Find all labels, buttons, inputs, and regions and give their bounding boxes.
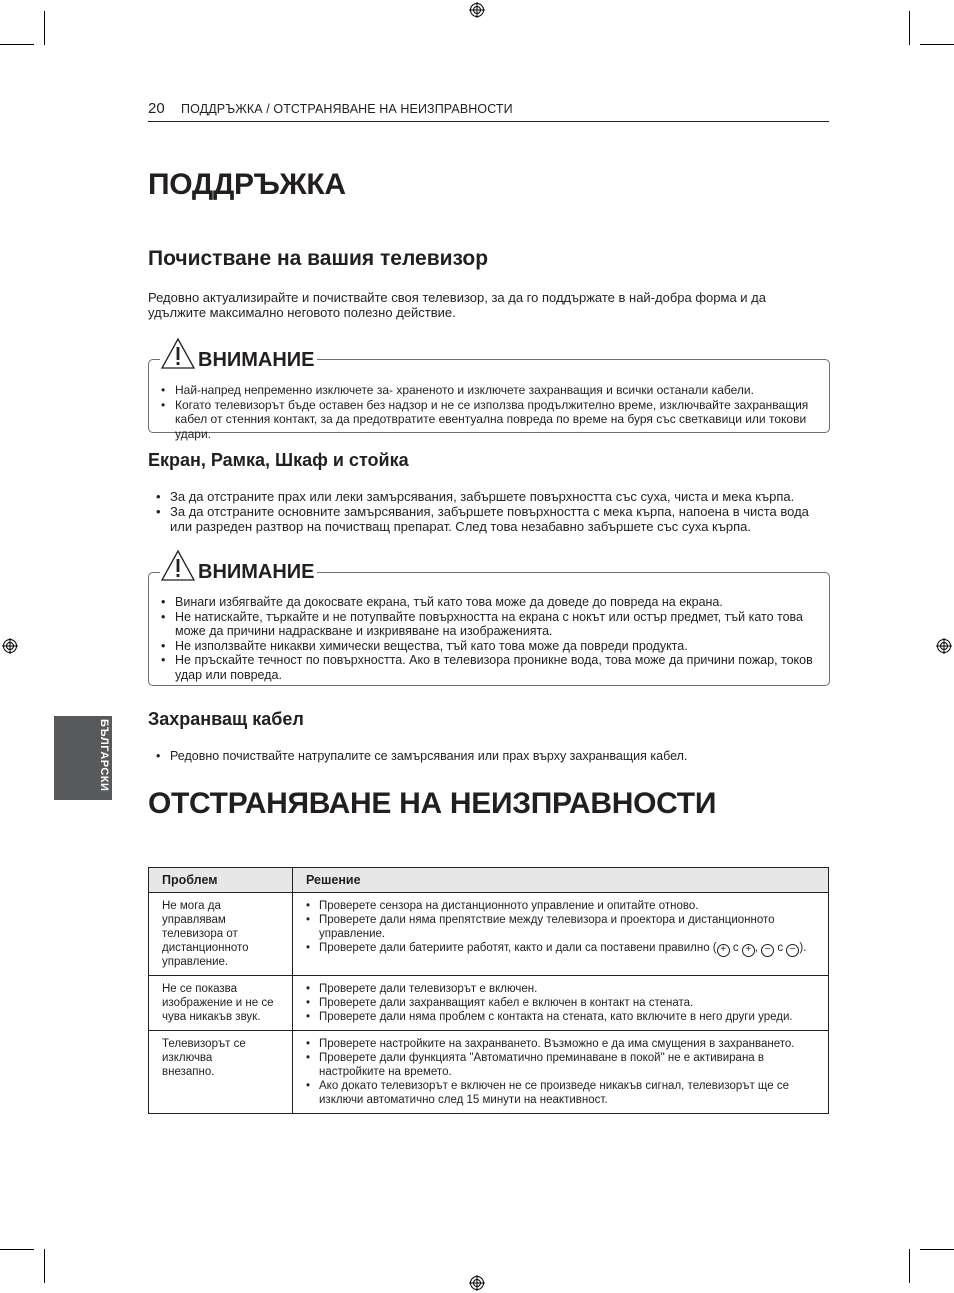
warning-triangle-icon (160, 337, 196, 370)
running-header: ПОДДРЪЖКА / ОТСТРАНЯВАНЕ НА НЕИЗПРАВНОСТИ (181, 102, 513, 116)
list-item: • Проверете дали функцията "Автоматично преминаване в покой" не е активирана в настройките на времето. (306, 1051, 820, 1079)
list-item: • Проверете сензора на дистанционното управление и опитайте отново. (306, 899, 820, 913)
list-item: • Ако докато телевизорът е включен не се произведе никакъв сигнал, телевизорът ще се изключи автоматично след 15 минути на неактивност. (306, 1079, 820, 1107)
crop-mark (909, 11, 910, 45)
list-item: • Винаги избягвайте да докосвате екрана, тъй като това може да доведе до повреда на екрана. (161, 595, 821, 610)
crop-mark (44, 1249, 45, 1283)
registration-mark-icon (936, 638, 952, 654)
table-header-row (149, 868, 829, 893)
list-item: • За да отстраните основните замърсявания, забършете повърхността с мека кърпа, напоена в чиста вода или разреден разтвор на почистващ препарат. След това незабавно забършете със суха кърпа. (156, 504, 832, 534)
language-tab (54, 716, 112, 800)
problem-cell (149, 893, 293, 976)
registration-mark-icon (469, 2, 485, 18)
registration-mark-icon (2, 638, 18, 654)
list-item: • Проверете дали захранващият кабел е включен в контакт на стената. (306, 996, 820, 1010)
list-item: • Проверете дали няма проблем с контакта на стената, като включите в него други уреди. (306, 1010, 820, 1024)
column-header-solution: Решение (293, 868, 829, 893)
polarity-connector: с (729, 942, 742, 954)
polarity-end: ). (799, 942, 807, 954)
caution-list (161, 595, 821, 682)
solution-list (306, 899, 820, 957)
list-item (306, 941, 820, 957)
plus-polarity-icon: + (742, 944, 755, 957)
plus-polarity-icon: + (717, 944, 730, 957)
problem-text: Не мога да управлявам телевизора от дистанционното управление. (162, 900, 249, 968)
table-row (149, 976, 829, 1031)
registration-mark-icon (469, 1275, 485, 1291)
crop-mark (0, 44, 34, 45)
caution-box (148, 572, 830, 686)
caution-header (160, 337, 317, 370)
polarity-connector: с (774, 942, 787, 954)
crop-mark (920, 44, 954, 45)
table-row (149, 893, 829, 976)
column-header-problem: Проблем (149, 868, 293, 893)
list-item: • Проверете настройките на захранването. Възможно е да има смущения в захранването. (306, 1037, 820, 1051)
maintenance-heading: ПОДДРЪЖКА (148, 168, 346, 201)
list-item: • Най-напред непременно изключете за- храненото и изключете захранващия и всички останали кабели. (161, 383, 821, 398)
caution-title: ВНИМАНИЕ (198, 561, 315, 583)
list-item: • Редовно почиствайте натрупалите се замърсявания или прах върху захранващия кабел. (156, 749, 832, 764)
list-item: • Проверете дали няма препятствие между телевизора и проектора и дистанционното управление. (306, 913, 820, 941)
intro-line: Редовно актуализирайте и почиствайте своя телевизор, за да го поддържате в най-добра форма и да (148, 290, 766, 305)
troubleshooting-heading: ОТСТРАНЯВАНЕ НА НЕИЗПРАВНОСТИ (148, 787, 717, 820)
language-tab-label: БЪЛГАРСКИ (98, 719, 110, 792)
battery-text: Проверете дали батериите работят, както и дали са поставени правилно ( (319, 942, 717, 954)
list-item: • За да отстраните прах или леки замърсявания, забършете повърхността със суха, чиста и мека кърпа. (156, 489, 832, 504)
cable-list (156, 749, 832, 764)
list-item: • Не пръскайте течност по повърхността. Ако в телевизора проникне вода, това може да причини пожар, токов удар или повреда. (161, 653, 821, 682)
cleaning-intro (148, 290, 838, 320)
caution-list (161, 383, 821, 441)
minus-polarity-icon: − (786, 944, 799, 957)
problem-cell (149, 976, 293, 1031)
solution-list (306, 1037, 820, 1107)
page-number: 20 (148, 100, 165, 117)
warning-triangle-icon (160, 549, 196, 582)
solution-cell (293, 1031, 829, 1114)
crop-mark (44, 11, 45, 45)
problem-text: Не се показва изображение и не се чува никакъв звук. (162, 983, 274, 1023)
problem-text: Телевизорът се изключва внезапно. (162, 1038, 246, 1078)
troubleshooting-table (148, 867, 829, 1114)
solution-cell (293, 893, 829, 976)
header-divider (148, 121, 829, 122)
list-item: • Не използвайте никакви химически вещества, тъй като това може да повреди продукта. (161, 639, 821, 654)
table-row (149, 1031, 829, 1114)
solution-cell (293, 976, 829, 1031)
list-item: • Не натискайте, търкайте и не потупвайте повърхността на екрана с нокът или остър предмет, тъй като това може да причини надраскване и изкривяване на изображенията. (161, 610, 821, 639)
screen-list (156, 489, 832, 534)
caution-header (160, 549, 317, 582)
list-item: • Когато телевизорът бъде оставен без надзор и не се използва продължително време, изключвайте захранващия кабел от стенния контакт, за да предотвратите евентуална повреда по време на буря със светкавици или токови удари. (161, 398, 821, 442)
polarity-separator: , (754, 942, 762, 954)
minus-polarity-icon: − (761, 944, 774, 957)
crop-mark (0, 1249, 34, 1250)
screen-heading: Екран, Рамка, Шкаф и стойка (148, 450, 409, 470)
cable-heading: Захранващ кабел (148, 709, 304, 729)
list-item: • Проверете дали телевизорът е включен. (306, 982, 820, 996)
intro-line: удължите максимално неговото полезно действие. (148, 305, 456, 320)
caution-title: ВНИМАНИЕ (198, 349, 315, 371)
crop-mark (920, 1249, 954, 1250)
crop-mark (909, 1249, 910, 1283)
problem-cell (149, 1031, 293, 1114)
cleaning-heading: Почистване на вашия телевизор (148, 247, 489, 270)
solution-list (306, 982, 820, 1024)
